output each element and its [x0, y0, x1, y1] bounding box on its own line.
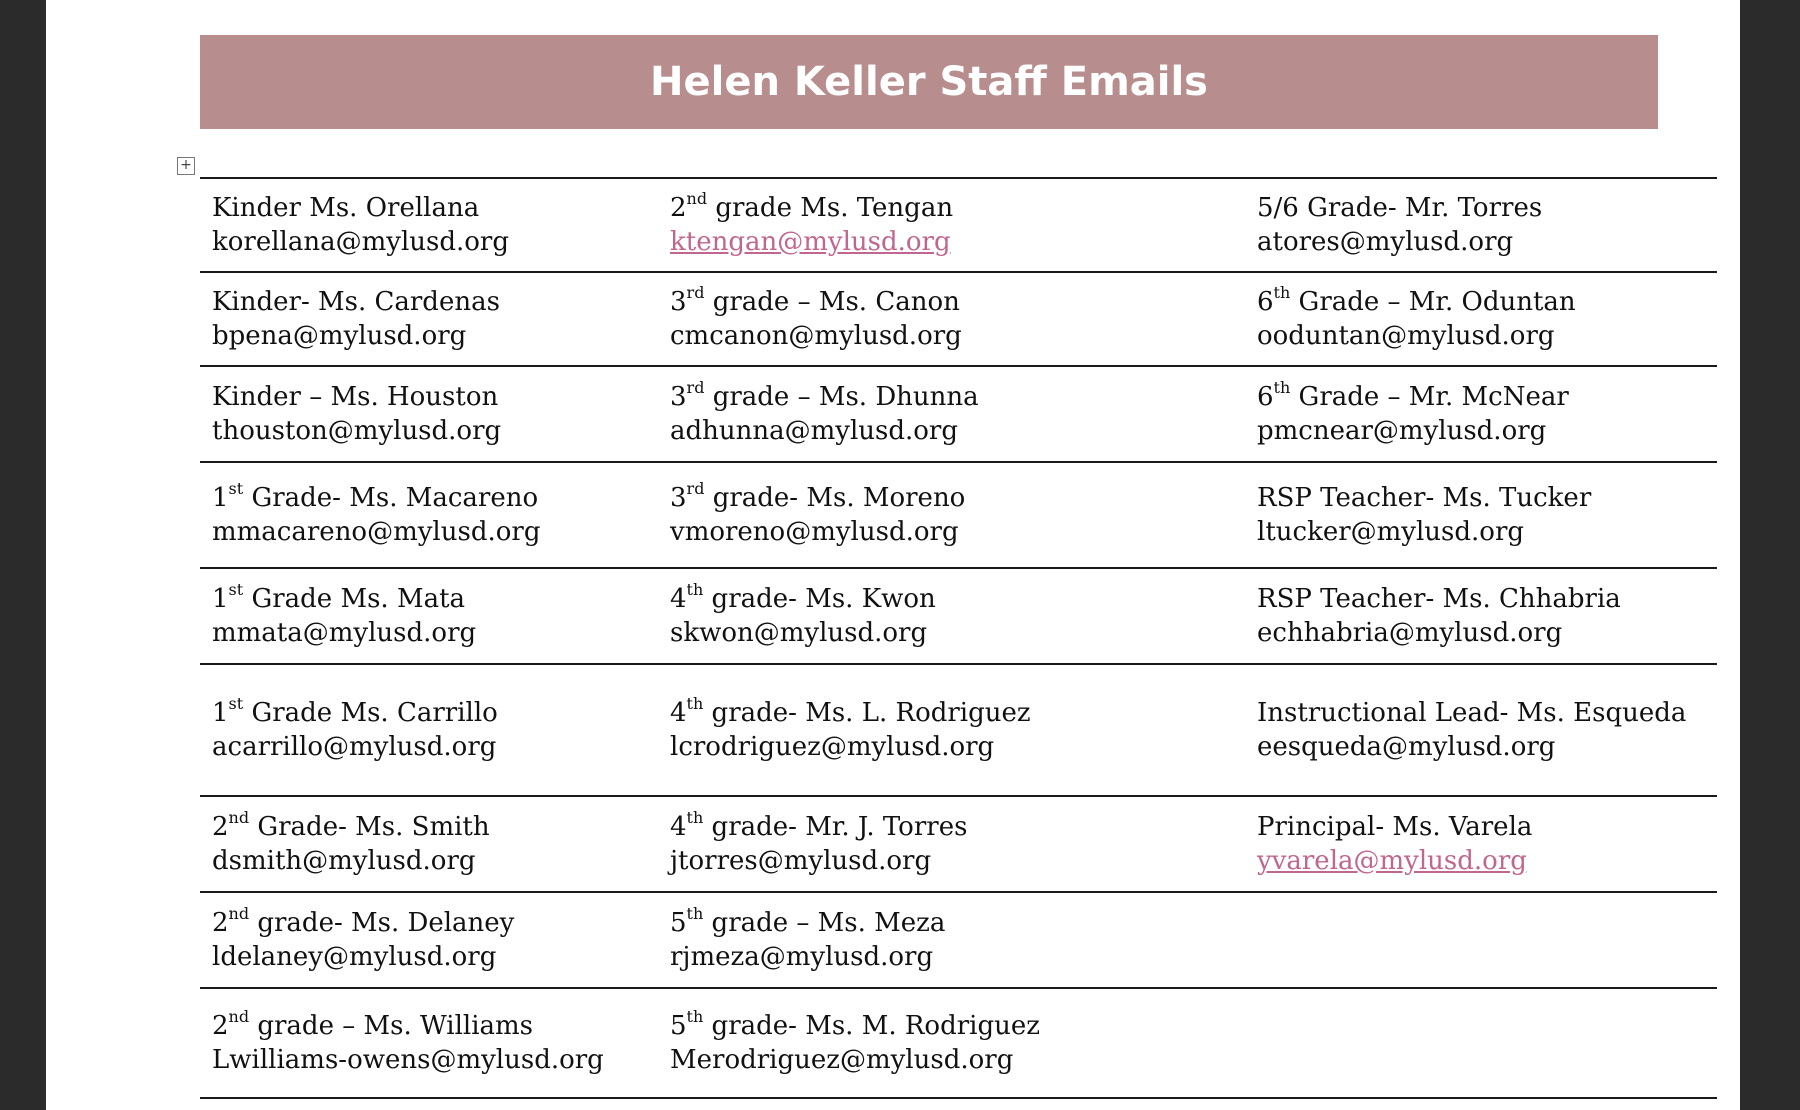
- table-row: [200, 892, 1717, 988]
- role-text: 6: [1257, 382, 1274, 412]
- staff-cell: [1245, 462, 1717, 568]
- role-text: 3: [670, 483, 687, 513]
- role-text: 3: [670, 287, 687, 317]
- staff-role: [212, 481, 646, 515]
- staff-cell: [658, 568, 1245, 664]
- ordinal-suffix: nd: [228, 808, 250, 828]
- table-move-handle-icon[interactable]: +: [177, 157, 195, 175]
- role-text: Principal- Ms. Varela: [1257, 812, 1533, 842]
- table-row: [200, 366, 1717, 462]
- staff-role: [1257, 380, 1705, 414]
- staff-cell: [1245, 796, 1717, 892]
- email-address: eesqueda@mylusd.org: [1257, 732, 1556, 762]
- email-address: Lwilliams-owens@mylusd.org: [212, 1045, 604, 1075]
- role-text: grade- Ms. Delaney: [249, 908, 515, 938]
- table-row: [200, 462, 1717, 568]
- staff-cell: [200, 892, 658, 988]
- role-text: grade- Ms. Kwon: [703, 584, 936, 614]
- role-text: Grade Ms. Carrillo: [243, 698, 498, 728]
- ordinal-suffix: rd: [686, 283, 705, 303]
- staff-cell: [1245, 988, 1717, 1098]
- staff-role: [670, 285, 1233, 319]
- ordinal-suffix: nd: [228, 1007, 250, 1027]
- staff-cell: [200, 664, 658, 796]
- ordinal-suffix: th: [686, 904, 704, 924]
- staff-cell: [658, 462, 1245, 568]
- role-text: Instructional Lead- Ms. Esqueda: [1257, 698, 1687, 728]
- role-text: Kinder Ms. Orellana: [212, 193, 480, 223]
- email-address: mmacareno@mylusd.org: [212, 517, 541, 547]
- email-address: dsmith@mylusd.org: [212, 846, 476, 876]
- role-text: grade – Ms. Dhunna: [704, 382, 979, 412]
- email-link[interactable]: yvarela@mylusd.org: [1257, 846, 1527, 876]
- ordinal-suffix: rd: [686, 479, 705, 499]
- staff-role: [212, 285, 646, 319]
- ordinal-suffix: st: [228, 694, 244, 714]
- staff-role: [670, 1009, 1233, 1043]
- role-text: 2: [670, 193, 687, 223]
- email-address: skwon@mylusd.org: [670, 618, 928, 648]
- role-text: 4: [670, 812, 687, 842]
- role-text: Grade – Mr. McNear: [1290, 382, 1569, 412]
- email-address: ooduntan@mylusd.org: [1257, 321, 1555, 351]
- role-text: Grade- Ms. Smith: [249, 812, 490, 842]
- title-banner: [200, 35, 1658, 129]
- ordinal-suffix: th: [686, 580, 704, 600]
- role-text: 5/6 Grade- Mr. Torres: [1257, 193, 1543, 223]
- role-text: grade – Ms. Williams: [249, 1011, 534, 1041]
- staff-cell: [658, 664, 1245, 796]
- staff-role: [670, 906, 1233, 940]
- staff-cell: [658, 892, 1245, 988]
- email-address: acarrillo@mylusd.org: [212, 732, 497, 762]
- ordinal-suffix: th: [686, 694, 704, 714]
- role-text: 1: [212, 698, 229, 728]
- email-address: ltucker@mylusd.org: [1257, 517, 1525, 547]
- role-text: 4: [670, 698, 687, 728]
- role-text: Grade – Mr. Oduntan: [1290, 287, 1576, 317]
- role-text: grade- Ms. L. Rodriguez: [703, 698, 1031, 728]
- role-text: grade- Mr. J. Torres: [703, 812, 968, 842]
- email-address: adhunna@mylusd.org: [670, 416, 959, 446]
- staff-role: [212, 1009, 646, 1043]
- role-text: Kinder- Ms. Cardenas: [212, 287, 500, 317]
- role-text: 1: [212, 483, 229, 513]
- role-text: 3: [670, 382, 687, 412]
- staff-cell: [658, 272, 1245, 366]
- staff-role: [212, 582, 646, 616]
- staff-cell: [200, 568, 658, 664]
- ordinal-suffix: st: [228, 580, 244, 600]
- ordinal-suffix: th: [686, 808, 704, 828]
- staff-cell: [1245, 568, 1717, 664]
- email-address: atores@mylusd.org: [1257, 227, 1514, 257]
- ordinal-suffix: st: [228, 479, 244, 499]
- staff-role: [1257, 285, 1705, 319]
- staff-cell: [658, 796, 1245, 892]
- staff-email-table: [200, 177, 1717, 1099]
- staff-role: [670, 582, 1233, 616]
- staff-role: [212, 380, 646, 414]
- staff-cell: [1245, 664, 1717, 796]
- role-text: 6: [1257, 287, 1274, 317]
- email-address: korellana@mylusd.org: [212, 227, 509, 257]
- table-row: [200, 664, 1717, 796]
- staff-cell: [1245, 366, 1717, 462]
- email-address: rjmeza@mylusd.org: [670, 942, 934, 972]
- staff-cell: [1245, 892, 1717, 988]
- staff-cell: [1245, 178, 1717, 272]
- role-text: Grade- Ms. Macareno: [243, 483, 539, 513]
- staff-cell: [1245, 272, 1717, 366]
- document-page: [46, 0, 1740, 1110]
- staff-cell: [200, 796, 658, 892]
- email-address: echhabria@mylusd.org: [1257, 618, 1563, 648]
- role-text: Grade Ms. Mata: [243, 584, 466, 614]
- ordinal-suffix: th: [686, 1007, 704, 1027]
- staff-role: [670, 696, 1233, 730]
- staff-cell: [200, 988, 658, 1098]
- email-address: pmcnear@mylusd.org: [1257, 416, 1547, 446]
- role-text: grade – Ms. Meza: [703, 908, 946, 938]
- role-text: Kinder – Ms. Houston: [212, 382, 499, 412]
- staff-role: [212, 696, 646, 730]
- role-text: grade- Ms. M. Rodriguez: [703, 1011, 1040, 1041]
- staff-role: [1257, 582, 1705, 616]
- staff-role: [212, 906, 646, 940]
- ordinal-suffix: th: [1273, 378, 1291, 398]
- staff-role: [670, 810, 1233, 844]
- staff-cell: [200, 272, 658, 366]
- staff-cell: [200, 462, 658, 568]
- staff-role: [212, 191, 646, 225]
- role-text: grade- Ms. Moreno: [704, 483, 966, 513]
- role-text: 2: [212, 812, 229, 842]
- email-link[interactable]: ktengan@mylusd.org: [670, 227, 951, 257]
- role-text: 2: [212, 908, 229, 938]
- staff-cell: [658, 178, 1245, 272]
- role-text: RSP Teacher- Ms. Chhabria: [1257, 584, 1621, 614]
- email-address: Merodriguez@mylusd.org: [670, 1045, 1014, 1075]
- role-text: RSP Teacher- Ms. Tucker: [1257, 483, 1592, 513]
- table-row: [200, 568, 1717, 664]
- role-text: grade – Ms. Canon: [704, 287, 960, 317]
- email-address: vmoreno@mylusd.org: [670, 517, 959, 547]
- email-address: jtorres@mylusd.org: [670, 846, 932, 876]
- staff-role: [1257, 810, 1705, 844]
- table-row: [200, 178, 1717, 272]
- staff-role: [1257, 481, 1705, 515]
- ordinal-suffix: nd: [228, 904, 250, 924]
- ordinal-suffix: nd: [686, 189, 708, 209]
- staff-role: [670, 481, 1233, 515]
- page-title: Helen Keller Staff Emails: [650, 59, 1208, 105]
- staff-cell: [200, 178, 658, 272]
- email-address: lcrodriguez@mylusd.org: [670, 732, 995, 762]
- staff-cell: [658, 366, 1245, 462]
- staff-role: [670, 380, 1233, 414]
- table-row: [200, 796, 1717, 892]
- ordinal-suffix: rd: [686, 378, 705, 398]
- role-text: 5: [670, 908, 687, 938]
- staff-role: [212, 810, 646, 844]
- role-text: 4: [670, 584, 687, 614]
- staff-cell: [658, 988, 1245, 1098]
- email-address: cmcanon@mylusd.org: [670, 321, 962, 351]
- staff-role: [670, 191, 1233, 225]
- role-text: 2: [212, 1011, 229, 1041]
- ordinal-suffix: th: [1273, 283, 1291, 303]
- email-address: bpena@mylusd.org: [212, 321, 467, 351]
- staff-role: [1257, 696, 1705, 730]
- staff-role: [1257, 191, 1705, 225]
- table-row: [200, 988, 1717, 1098]
- email-address: thouston@mylusd.org: [212, 416, 502, 446]
- email-address: mmata@mylusd.org: [212, 618, 477, 648]
- email-address: ldelaney@mylusd.org: [212, 942, 497, 972]
- role-text: 5: [670, 1011, 687, 1041]
- role-text: 1: [212, 584, 229, 614]
- staff-cell: [200, 366, 658, 462]
- table-row: [200, 272, 1717, 366]
- role-text: grade Ms. Tengan: [707, 193, 954, 223]
